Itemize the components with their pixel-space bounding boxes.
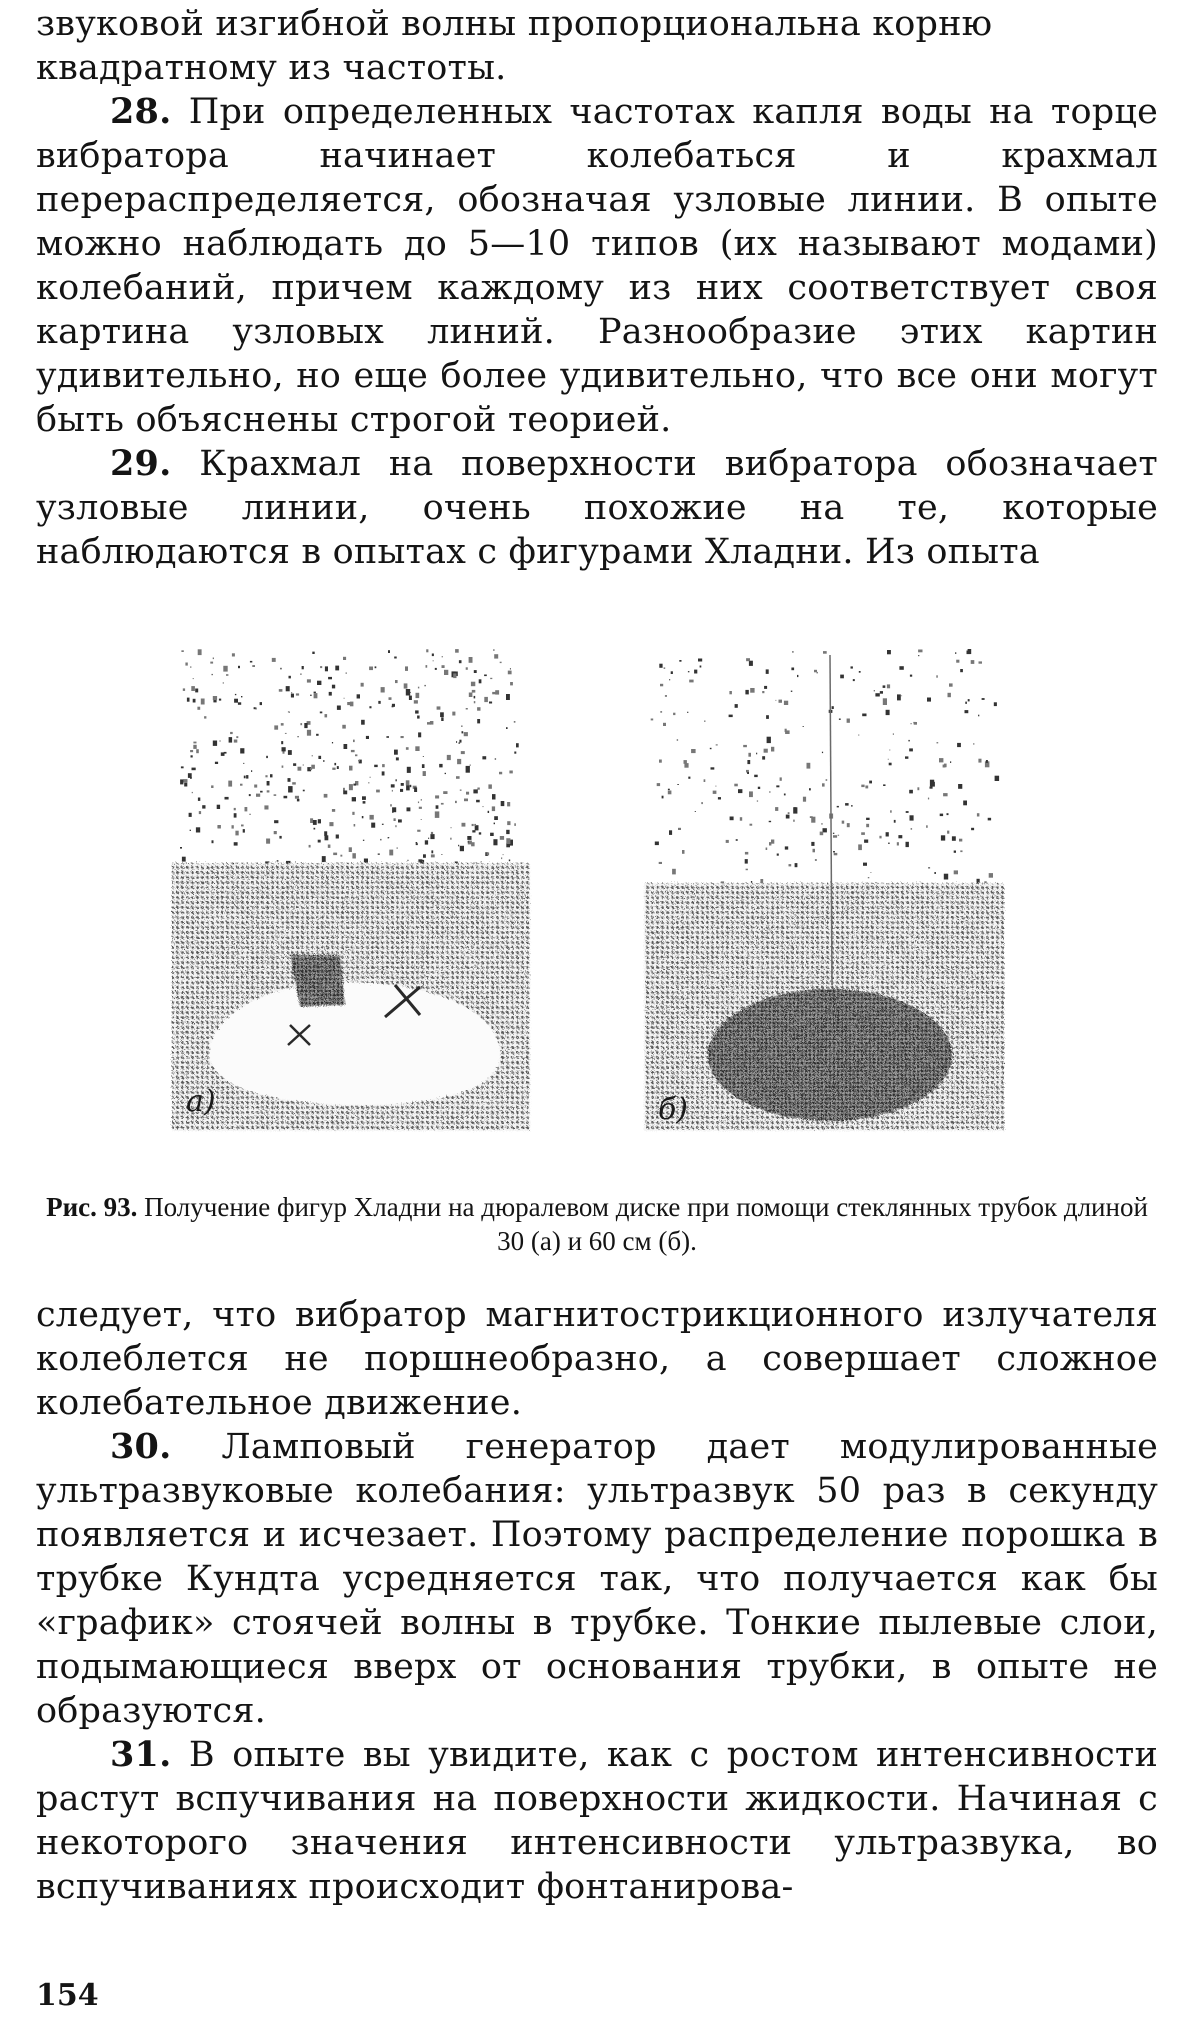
- figure-93: [0, 625, 1200, 1145]
- photo-a: [172, 643, 530, 1131]
- paragraph-29: [36, 442, 1158, 574]
- paragraph-31-number: 31.: [110, 1734, 172, 1775]
- page-number: 154: [36, 1978, 99, 2013]
- paragraph-29-text: Крахмал на поверхности вибратора обозначает узловые линии, очень похожие на те, которые наблюдаются в опытах с фигурами Хладни. Из опыта: [36, 444, 1158, 572]
- paragraph-31-text: В опыте вы увидите, как с ростом интенсивности растут вспучивания на поверхности жидкости. Начиная с некоторого значения интенсивности ультразвука, во вспучиваниях происходит фонтанирова-: [36, 1735, 1158, 1907]
- bottom-text-block: [36, 1293, 1158, 1909]
- intro-line-2: квадратному из частоты.: [36, 48, 507, 88]
- figure-number: Рис. 93.: [46, 1192, 138, 1222]
- paragraph-28-number: 28.: [110, 91, 172, 132]
- paragraph-28: [36, 90, 1158, 442]
- continuation-text: следует, что вибратор магнитострикционного излучателя колеблется не поршнеобразно, а совершает сложное колебательное движение.: [36, 1295, 1158, 1423]
- photo-b: [644, 643, 1004, 1131]
- photo-a-label: а): [186, 1084, 216, 1119]
- photo-b-label: б): [658, 1092, 689, 1127]
- intro-line-1: звуковой изгибной волны пропорциональна корню: [36, 4, 993, 44]
- top-text-block: [36, 2, 1158, 574]
- paragraph-30-number: 30.: [110, 1426, 172, 1467]
- paragraph-29-number: 29.: [110, 443, 172, 484]
- paragraph-28-text: При определенных частотах капля воды на торце вибратора начинает колебаться и крахмал перераспределяется, обозначая узловые линии. В опыте можно наблюдать до 5—10 типов (их называют модами) колебаний, причем каждому из них соответствует своя картина узловых линий. Разнообразие этих картин удивительно, но еще более удивительно, что все они могут быть объяснены строгой теорией.: [36, 92, 1158, 440]
- paragraph-30-text: Ламповый генератор дает модулированные ультразвуковые колебания: ультразвук 50 раз в секунду появляется и исчезает. Поэтому распределение порошка в трубке Кундта усредняется так, что получается как бы «график» стоячей волны в трубке. Тонкие пылевые слои, подымающиеся вверх от основания трубки, в опыте не образуются.: [36, 1427, 1159, 1731]
- figure-caption-text: Получение фигур Хладни на дюралевом диске при помощи стеклянных трубок длиной 30 (а) и 60 см (б).: [144, 1192, 1148, 1256]
- continuation-paragraph: [36, 1293, 1158, 1425]
- figure-photos: [0, 625, 1200, 1145]
- intro-paragraph: [36, 2, 1158, 90]
- paragraph-30: [36, 1425, 1158, 1733]
- paragraph-31: [36, 1733, 1158, 1909]
- figure-caption: [36, 1190, 1158, 1258]
